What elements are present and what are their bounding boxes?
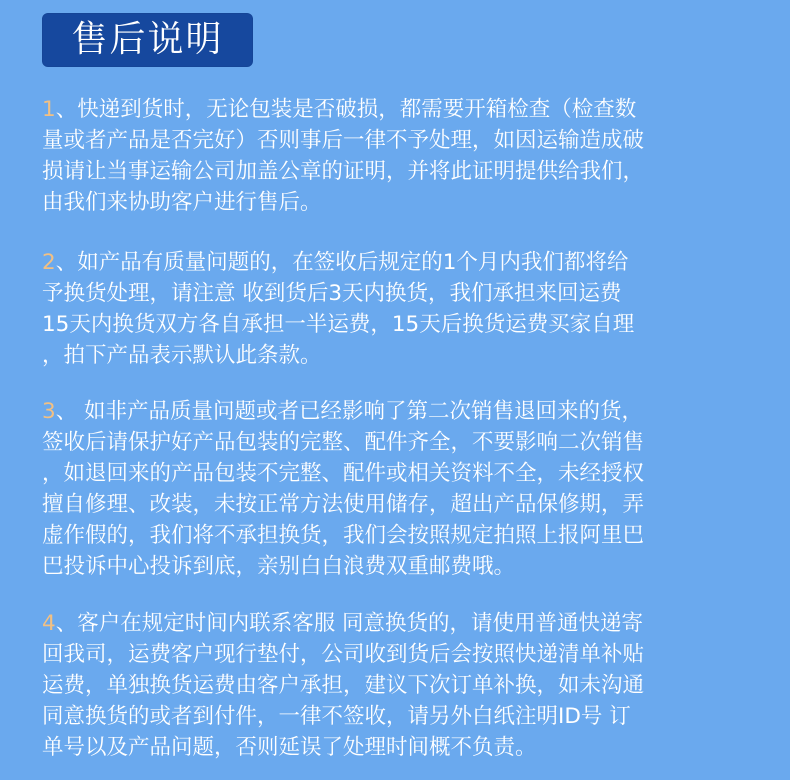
section-3-line-2: 签收后请保护好产品包装的完整、配件齐全，不要影响二次销售 [42, 430, 645, 455]
section-1-line-2: 量或者产品是否完好）否则事后一律不予处理，如因运输造成破 [42, 128, 645, 153]
section-4-line-1 [42, 608, 758, 639]
section-2-line-3: 15天内换货双方各自承担一半运费，15天后换货运费买家自理 [42, 312, 635, 337]
section-3-number: 3 [42, 399, 56, 424]
section-2-number: 2 [42, 250, 56, 275]
section-2-line-2: 予换货处理，请注意 收到货后3天内换货，我们承担来回运费 [42, 281, 622, 306]
section-4 [42, 608, 758, 763]
section-3-line-3: ，如退回来的产品包装不完整、配件或相关资料不全，未经授权 [42, 461, 645, 486]
section-4-line-3: 运费，单独换货运费由客户承担，建议下次订单补换，如未沟通 [42, 673, 645, 698]
section-1-number: 1 [42, 97, 56, 122]
page-title: 售后说明 [71, 19, 224, 60]
section-2-text-1: 、如产品有质量问题的，在签收后规定的1个月内我们都将给 [55, 250, 629, 275]
section-3-text-1: 、 如非产品质量问题或者已经影响了第二次销售退回来的货， [55, 399, 644, 424]
section-4-number: 4 [42, 611, 56, 636]
section-4-text-1: 、客户在规定时间内联系客服 同意换货的，请使用普通快递寄 [55, 611, 644, 636]
section-3 [42, 396, 758, 582]
section-3-line-1 [42, 396, 758, 427]
section-1-line-4: 由我们来协助客户进行售后。 [42, 190, 322, 215]
section-1-line-3: 损请让当事运输公司加盖公章的证明，并将此证明提供给我们， [42, 159, 645, 184]
section-2-line-4: ，拍下产品表示默认此条款。 [42, 343, 322, 368]
section-1 [42, 94, 758, 218]
section-3-line-4: 擅自修理、改装，未按正常方法使用储存，超出产品保修期，弄 [42, 492, 645, 517]
section-3-line-6: 巴投诉中心投诉到底，亲别白白浪费双重邮费哦。 [42, 554, 516, 579]
section-1-line-1 [42, 94, 758, 125]
section-4-line-5: 单号以及产品问题，否则延误了处理时间概不负责。 [42, 735, 537, 760]
section-4-line-2: 回我司，运费客户现行垫付，公司收到货后会按照快递清单补贴 [42, 642, 645, 667]
section-1-text-1: 、快递到货时，无论包装是否破损，都需要开箱检查（检查数 [55, 97, 637, 122]
section-2 [42, 247, 758, 371]
title-banner [42, 13, 253, 67]
section-2-line-1 [42, 247, 758, 278]
section-4-line-4: 同意换货的或者到付件，一律不签收，请另外白纸注明ID号 订 [42, 704, 631, 729]
section-3-line-5: 虚作假的，我们将不承担换货，我们会按照规定拍照上报阿里巴 [42, 523, 645, 548]
